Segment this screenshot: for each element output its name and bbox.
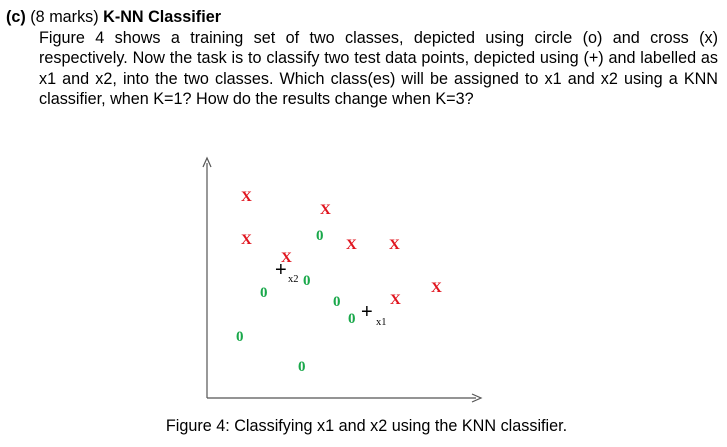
cross-point: X: [241, 232, 252, 248]
cross-point: X: [390, 292, 401, 308]
circle-point: 0: [236, 329, 244, 345]
question-title: K-NN Classifier: [103, 8, 221, 26]
cross-point: X: [346, 237, 357, 253]
test-point-x1: [361, 301, 387, 328]
figure-caption: Figure 4: Classifying x1 and x2 using the KNN classifier.: [165, 417, 568, 435]
cross-point: X: [389, 237, 400, 253]
circle-point: 0: [333, 294, 341, 310]
test-point-label: x1: [376, 317, 387, 328]
question-marks: (8 marks): [30, 8, 99, 26]
circle-point: 0: [260, 285, 268, 301]
circle-point: 0: [298, 359, 306, 375]
circle-class-points: [236, 228, 356, 375]
cross-point: X: [241, 189, 252, 205]
cross-point: X: [320, 202, 331, 218]
question-part: (c): [6, 8, 26, 26]
cross-point: X: [281, 250, 292, 266]
test-point-label: x2: [288, 274, 299, 285]
test-point-plus: +: [361, 301, 373, 323]
cross-point: X: [431, 280, 442, 296]
cross-class-points: [241, 189, 442, 308]
circle-point: 0: [303, 273, 311, 289]
test-point-plus: +: [275, 259, 287, 281]
circle-point: 0: [348, 311, 356, 327]
circle-point: 0: [316, 228, 324, 244]
question-text: Figure 4 shows a training set of two classes, depicted using circle (o) and cross (x) respectively. Now the task is to classify two test data points, depicted using (+) and labelled as x1 and x2, into the two classes. Which class(es) will be assigned to x1 and x2 using a KNN classifier, when K=1? How do the results change when K=3?: [39, 28, 718, 108]
